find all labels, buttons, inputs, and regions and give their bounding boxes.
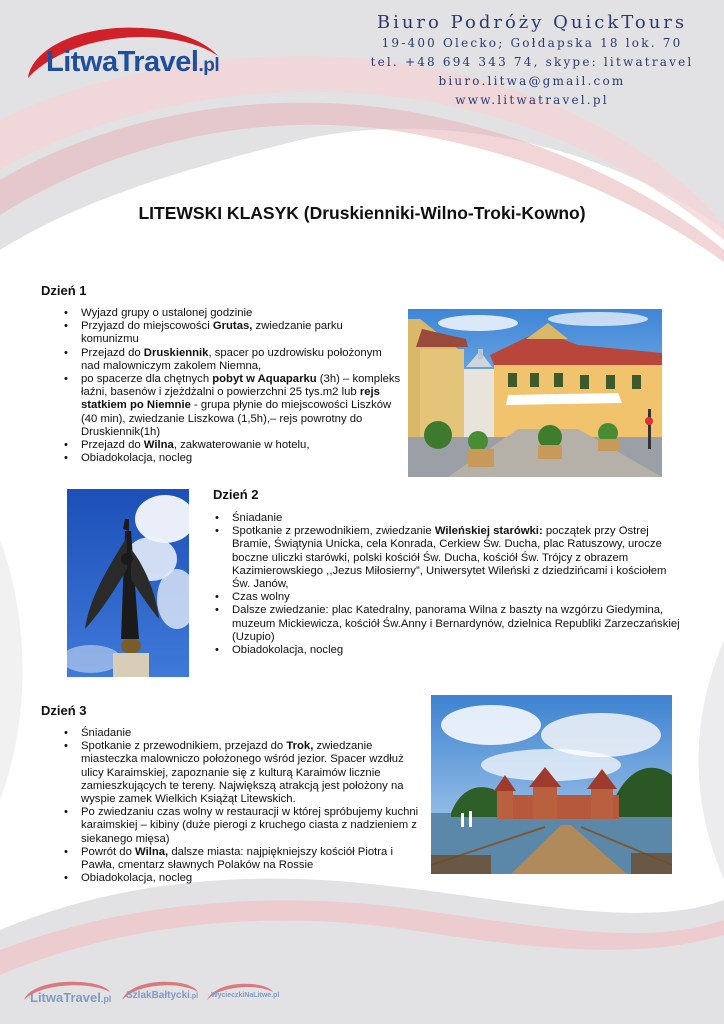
- header-logo[interactable]: [22, 20, 222, 84]
- logo-main-text: LitwaTravel: [46, 46, 199, 78]
- day1-list: [62, 307, 402, 465]
- company-website[interactable]: www.litwatravel.pl: [455, 93, 609, 107]
- logo-suffix-text: .pl: [198, 55, 220, 76]
- list-item: • po spacerze dla chętnych pobyt w Aquaparku (3h) – kompleks łaźni, basenów i zjeżdżalni o powierzchni 25 tys.m2 lub rejs statkiem po Niemnie - grupa płynie do miejscowości Liszków (40 min), zwiedzanie Liszkowa (1,5h),– rejs powrotny do Druskiennik(1h): [62, 373, 402, 439]
- page-title: LITEWSKI KLASYK (Druskienniki-Wilno-Troki-Kowno): [138, 203, 586, 223]
- list-item: • Powrót do Wilna, dalsze miasta: najpiękniejszy kościół Piotra i Pawła, cmentarz sławnych Polaków na Rossie: [62, 846, 428, 872]
- list-item: • Przejazd do Wilna, zakwaterowanie w hotelu,: [62, 439, 402, 452]
- day2-list: [213, 512, 683, 657]
- list-item: • Śniadanie: [213, 512, 683, 525]
- list-item: • Śniadanie: [62, 727, 428, 740]
- list-item: • Dalsze zwiedzanie: plac Katedralny, panorama Wilna z baszty na wzgórzu Giedymina, muzeum Mickiewicza, kościół Św.Anny i Bernardynów, dzielnica Republiki Zarzeczańskiej (Uzupio): [213, 604, 683, 644]
- list-item: • Przejazd do Druskiennik, spacer po uzdrowisku położonym nad malowniczym zakolem Niemna,: [62, 347, 402, 373]
- day3-list: [62, 727, 428, 885]
- company-email[interactable]: biuro.litwa@gmail.com: [438, 74, 626, 88]
- day2-heading: Dzień 2: [213, 487, 259, 502]
- company-phone: tel. +48 694 343 74, skype: litwatravel: [370, 55, 694, 69]
- company-info: [362, 12, 702, 110]
- list-item: • Po zwiedzaniu czas wolny w restauracji w której spróbujemy kuchni karaimskiej – kibiny (duże pierogi z kruchego ciasta z nadzieniem z siekanego mięsa): [62, 806, 428, 846]
- list-item: • Obiadokolacja, nocleg: [62, 872, 428, 885]
- list-item: • Obiadokolacja, nocleg: [62, 452, 402, 465]
- day3-heading: Dzień 3: [41, 703, 87, 718]
- company-name: Biuro Podróży QuickTours: [376, 12, 688, 33]
- list-item: • Obiadokolacja, nocleg: [213, 644, 683, 657]
- trakai-castle-photo: [431, 695, 672, 874]
- list-item: • Wyjazd grupy o ustalonej godzinie: [62, 307, 402, 320]
- list-item: • Czas wolny: [213, 591, 683, 604]
- druskininkai-photo: [408, 309, 662, 477]
- angel-statue-photo: [67, 489, 189, 677]
- day1-heading: Dzień 1: [41, 283, 87, 298]
- list-item: • Spotkanie z przewodnikiem, przejazd do Trok, zwiedzanie miasteczka malowniczo położonego wśród jezior. Spacer wzdłuż ulicy Karaimskiej, zapoznanie się z kulturą Karaimów licznie zamieszkujących te tereny. Największą atrakcją jest położony na wyspie zamek Wielkich Książąt Litewskich.: [62, 740, 428, 806]
- list-item: • Spotkanie z przewodnikiem, zwiedzanie Wileńskiej starówki: początek przy Ostrej Bramie, Świątynia Unicka, cela Konrada, Cerkiew Św. Ducha, plac Ratuszowy, urocze boczne uliczki starówki, polski kościół Św. Ducha, kościół Św. Trójcy z obrazem Kazimierowskiego ,,Jezus Miłosierny”, Uniwersytet Wileński z dziedzińcami i kościołem Św. Janów,: [213, 525, 683, 591]
- company-address: 19-400 Olecko; Gołdapska 18 lok. 70: [381, 36, 683, 50]
- list-item: • Przyjazd do miejscowości Grutas, zwiedzanie parku komunizmu: [62, 320, 402, 346]
